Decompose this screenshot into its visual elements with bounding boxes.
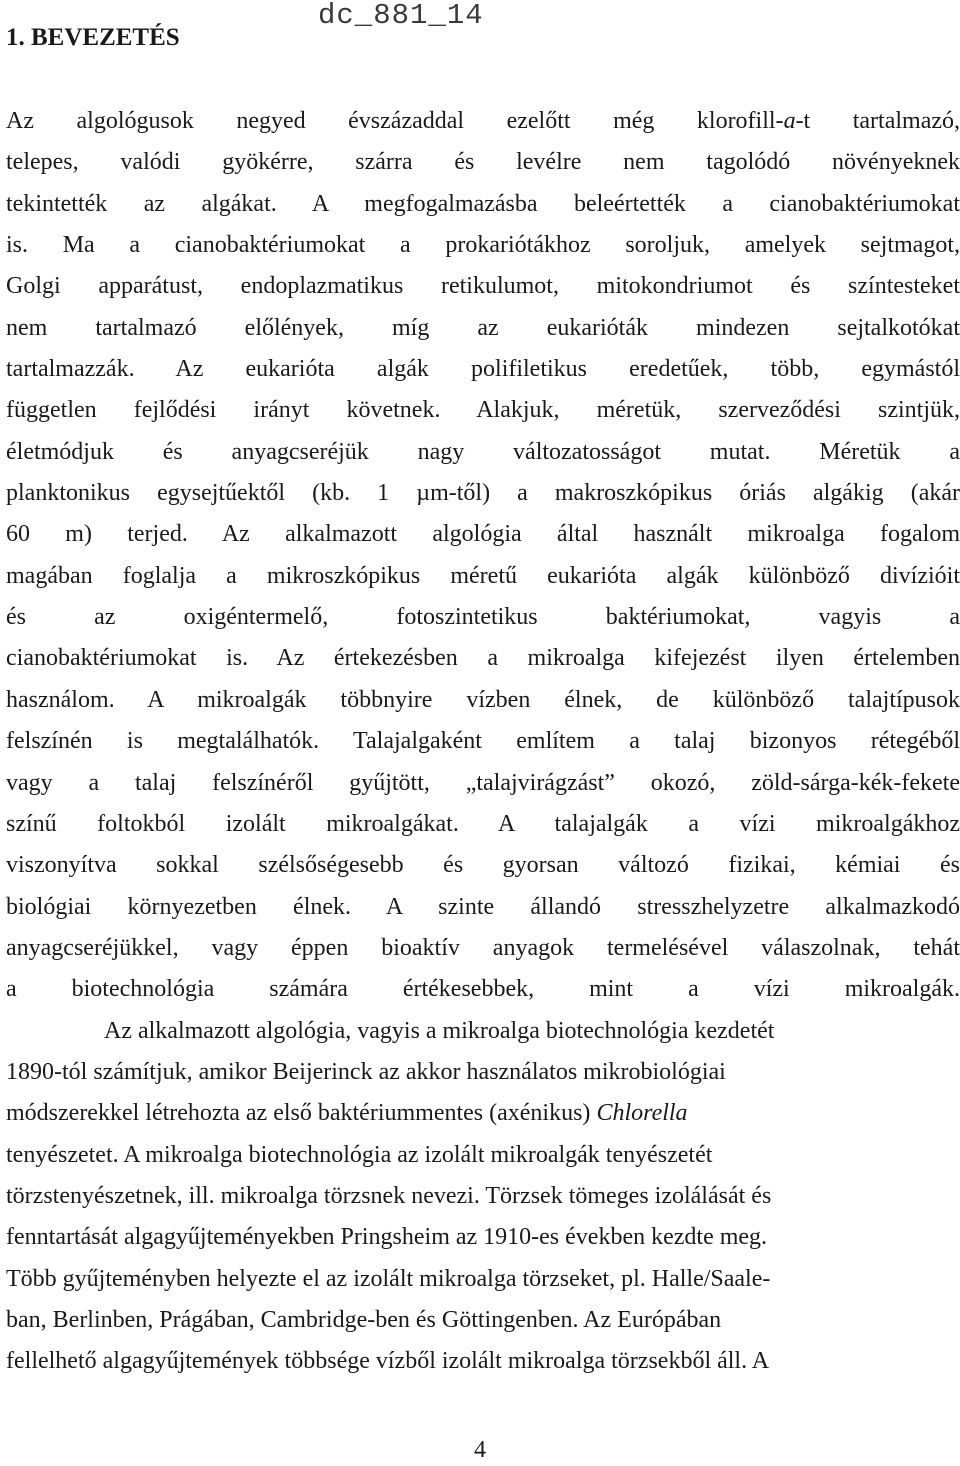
text-line	[6, 976, 960, 1002]
text-segment: felszínén is megtalálhatók. Talajalgaként említem a talaj bizonyos rétegéből	[6, 728, 960, 755]
text-segment: anyagcseréjükkel, vagy éppen bioaktív anyagok termelésével válaszolnak, tehát	[6, 934, 960, 961]
text-segment: életmódjuk és anyagcseréjük nagy változatosságot mutat. Méretük a	[6, 438, 960, 465]
text-segment: fellelhető algagyűjtemények többsége vízből izolált mikroalga törzsekből áll. A	[6, 1348, 770, 1375]
text-line	[6, 273, 960, 299]
text-line	[6, 687, 960, 713]
text-line	[6, 439, 960, 465]
italic-term: Chlorella	[596, 1100, 688, 1127]
text-line	[6, 480, 960, 506]
text-segment: ban, Berlinben, Prágában, Cambridge-ben és Göttingenben. Az Európában	[6, 1306, 722, 1333]
text-line	[6, 728, 960, 754]
text-segment: Golgi apparátust, endoplazmatikus retikulumot, mitokondriumot és színtesteket	[6, 273, 960, 300]
text-segment: magában foglalja a mikroszkópikus méretű eukarióta algák különböző divízióit	[6, 562, 960, 589]
text-segment: tartalmazzák. Az eukarióta algák polifiletikus eredetűek, több, egymástól	[6, 356, 960, 383]
text-segment: és az oxigéntermelő, fotoszintetikus baktériumokat, vagyis a	[6, 604, 960, 631]
text-line	[6, 894, 960, 920]
text-segment: színű foltokból izolált mikroalgákat. A talajalgák a vízi mikroalgákhoz	[6, 810, 960, 837]
text-line	[6, 1183, 771, 1209]
text-line	[6, 563, 960, 589]
italic-term: a	[783, 108, 796, 134]
text-line	[6, 232, 960, 258]
document-id-header: dc_881_14	[318, 0, 484, 32]
text-line	[104, 1018, 774, 1044]
text-line	[6, 1142, 712, 1168]
text-segment: a biotechnológia számára értékesebbek, mint a vízi mikroalgák.	[6, 976, 960, 1003]
text-line	[6, 108, 960, 134]
text-segment: telepes, valódi gyökérre, szárra és levélre nem tagolódó növényeknek	[6, 149, 960, 176]
text-segment: is. Ma a cianobaktériumokat a prokariótákhoz soroljuk, amelyek sejtmagot,	[6, 232, 960, 259]
text-line	[6, 1059, 726, 1085]
text-line	[6, 149, 960, 175]
text-line	[6, 604, 960, 630]
text-segment: planktonikus egysejtűektől (kb. 1 µm-től) a makroszkópikus óriás algákig (akár	[6, 480, 960, 507]
text-line	[6, 191, 960, 217]
text-line	[6, 1100, 688, 1126]
text-segment: vagy a talaj felszínéről gyűjtött, „talajvirágzást” okozó, zöld-sárga-kék-fekete	[6, 769, 960, 796]
body-text	[6, 101, 960, 1383]
text-segment: nem tartalmazó előlények, míg az eukarióták mindezen sejtalkotókat	[6, 314, 960, 341]
text-segment: tenyészetet. A mikroalga biotechnológia az izolált mikroalgák tenyészetét	[6, 1141, 713, 1168]
text-segment: Több gyűjteményben helyezte el az izolált mikroalga törzseket, pl. Halle/Saale-	[6, 1265, 771, 1292]
text-segment: tekintették az algákat. A megfogalmazásba beleértették a cianobaktériumokat	[6, 190, 960, 217]
text-segment: Az algológusok negyed évszázaddal ezelőtt még klorofill-	[6, 108, 784, 134]
text-line	[6, 356, 960, 382]
text-segment: 60 m) terjed. Az alkalmazott algológia által használt mikroalga fogalom	[6, 521, 960, 548]
page-number: 4	[474, 1437, 486, 1463]
text-line	[6, 521, 960, 547]
text-line	[6, 1224, 767, 1250]
text-line	[6, 935, 960, 961]
text-line	[6, 645, 960, 671]
text-line	[6, 1307, 721, 1333]
text-segment: -t tartalmazó,	[795, 108, 960, 134]
text-line	[6, 811, 960, 837]
paragraph-applied-algology	[6, 1011, 960, 1383]
text-segment: Az alkalmazott algológia, vagyis a mikroalga biotechnológia kezdetét	[104, 1017, 775, 1044]
text-segment: biológiai környezetben élnek. A szinte állandó stresszhelyzetre alkalmazkodó	[6, 893, 960, 920]
text-line	[6, 315, 960, 341]
text-segment: független fejlődési irányt követnek. Alakjuk, méretük, szerveződési szintjük,	[6, 397, 960, 424]
text-segment: cianobaktériumokat is. Az értekezésben a mikroalga kifejezést ilyen értelemben	[6, 645, 960, 672]
text-line	[6, 397, 960, 423]
text-segment: módszerekkel létrehozta az első baktériummentes (axénikus)	[6, 1100, 597, 1127]
text-segment: 1890-tól számítjuk, amikor Beijerinck az akkor használatos mikrobiológiai	[6, 1058, 726, 1085]
text-line	[6, 852, 960, 878]
text-segment: fenntartását algagyűjteményekben Pringsheim az 1910-es években kezdte meg.	[6, 1224, 768, 1251]
paragraph-intro	[6, 101, 960, 1011]
section-heading: 1. BEVEZETÉS	[6, 24, 180, 51]
text-segment: törzstenyészetnek, ill. mikroalga törzsnek nevezi. Törzsek tömeges izolálását és	[6, 1182, 772, 1209]
text-segment: viszonyítva sokkal szélsőségesebb és gyorsan változó fizikai, kémiai és	[6, 852, 960, 879]
text-segment: használom. A mikroalgák többnyire vízben élnek, de különböző talajtípusok	[6, 686, 960, 713]
text-line	[6, 1266, 770, 1292]
text-line	[6, 770, 960, 796]
text-line	[6, 1348, 769, 1374]
